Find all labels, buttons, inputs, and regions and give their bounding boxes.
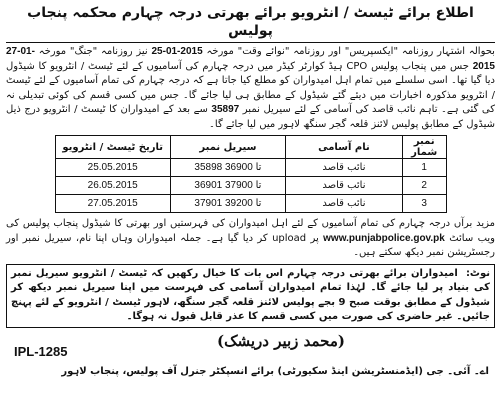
para2-part-a: مزید برآں درجہ چہارم کی تمام آسامیوں کے لئے اہل امیدواران کی فہرستیں اور بھرتی کا شیڈول پنجاب پولیس کی ویب سائٹ [6, 218, 495, 244]
row-date: 25.05.2015 [55, 159, 170, 177]
para1-part-b: نیز روزنامہ "جنگ" مورخہ [38, 46, 148, 57]
schedule-table-wrap [6, 135, 495, 213]
para1-date-2: 27-01-2015 [6, 46, 495, 72]
notice-paragraph [6, 45, 495, 132]
row-post: نائب قاصد [285, 195, 402, 213]
row-serial: 37901 تا 39200 [170, 195, 285, 213]
designation: اے۔ آئی۔ جی (ایڈمنسٹریشن اینڈ سکیورٹی) برائے انسپکٹر جنرل آف پولیس، پنجاب لاہور [61, 365, 489, 377]
header-test-date: تاریخ ٹیسٹ / انٹرویو [55, 136, 170, 159]
header-serial-no: نمبر شمار [402, 136, 446, 159]
notice-title: اطلاع برائے ٹیسٹ / انٹرویو برائے بھرتی درجہ چہارم محکمہ پنجاب پولیس [6, 4, 495, 43]
ipl-number: IPL-1285 [14, 343, 68, 359]
note-box [6, 264, 495, 328]
row-serial: 36901 تا 37900 [170, 177, 285, 195]
row-number: 2 [402, 177, 446, 195]
para1-date-1: 25-01-2015 [151, 46, 203, 57]
schedule-header-row [55, 136, 446, 159]
table-row [55, 177, 446, 195]
notice-footer [6, 332, 495, 390]
row-post: نائب قاصد [285, 177, 402, 195]
row-date: 27.05.2015 [55, 195, 170, 213]
schedule-table [55, 135, 447, 213]
row-number: 1 [402, 159, 446, 177]
website-paragraph [6, 217, 495, 261]
row-serial: 35898 تا 36900 [170, 159, 285, 177]
table-row [55, 195, 446, 213]
header-post-name: نام آسامی [285, 136, 402, 159]
note-text: امیدواران برائے بھرتی درجہ چہارم اس بات کا خیال رکھیں کہ ٹیسٹ / انٹرویو سیریل نمبر کی بنیاد پر لیا جائے گا۔ لہٰذا تمام امیدواران آسامی کی فہرست میں اپنا سیریل نمبر دیکھ کر شیڈول کے مطابق بوقت صبح 9 بجے پولیس لائنز قلعہ گجر سنگھ، لاہور ٹیسٹ / انٹرویو کے لئے پہنچ جائیں۔ غیر حاضری کی صورت میں کسی قسم کا عذر قابل قبول نہ ہوگا۔ [11, 267, 491, 322]
row-number: 3 [402, 195, 446, 213]
website-link[interactable]: www.punjabpolice.gov.pk [323, 232, 445, 244]
row-post: نائب قاصد [285, 159, 402, 177]
para1-serial: 35897 [211, 104, 240, 115]
table-row [55, 159, 446, 177]
header-serial-range: سیریل نمبر [170, 136, 285, 159]
row-date: 26.05.2015 [55, 177, 170, 195]
signature: (محمد زبیر دریشک) [216, 331, 345, 350]
para1-part-d: سے بعد کے امیدواران کا ٹیسٹ / انٹرویو درج ذیل شیڈول کے مطابق پولیس لائنز قلعہ گجر سنگھ لاہور میں لیا جائے گا۔ [6, 104, 495, 130]
para2-part-b: پر upload کر دیا گیا ہے۔ جملہ امیدواران وہاں اپنا نام، سیریل نمبر اور رجسٹریشن نمبر دیکھ سکتے ہیں۔ [6, 232, 495, 258]
para1-part-a: بحوالہ اشتہار روزنامہ "ایکسپریس" اور روزنامہ "نوائے وقت" مورخہ [206, 46, 495, 57]
note-label: نوٹ: [465, 267, 491, 279]
para1-part-c: جس میں پنجاب پولیس CPO ہیڈ کوارٹر کیڈر میں درجہ چہارم کی آسامیوں کے لئے ٹیسٹ / انٹرویو کا شیڈول دیا گیا تھا۔ اسی سلسلے میں تمام اہل امیدواران کو مطلع کیا جاتا ہے کہ درجہ چہارم کی تمام آسامیوں کے لئے ٹیسٹ / انٹرویو مذکورہ اخبارات میں دیئے گئے شیڈول کے مطابق ہی لیا جائے گا۔ جس میں کسی قسم کی کوئی تبدیلی نہ کی گئی ہے۔ تاہم نائب قاصد کی آسامی کے لئے سیریل نمبر [6, 60, 495, 115]
